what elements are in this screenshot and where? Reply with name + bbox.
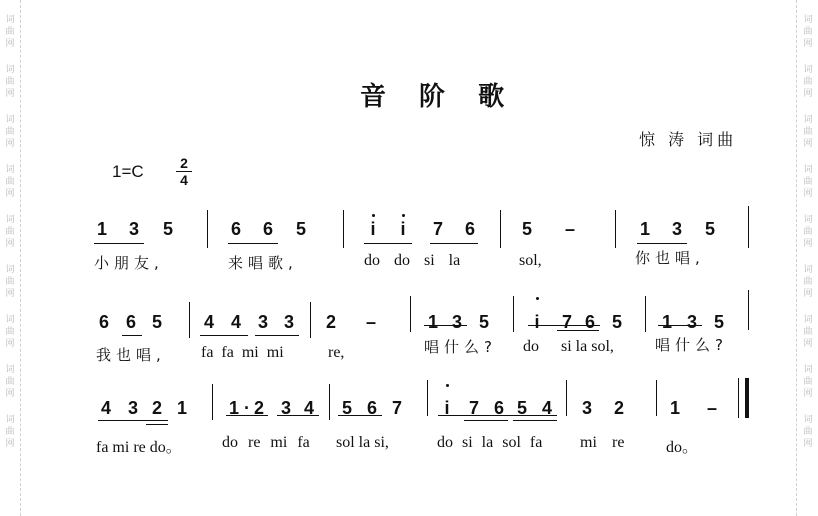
underline-beam bbox=[557, 330, 599, 331]
watermark-char: 词 bbox=[803, 65, 813, 75]
final-bar-thick bbox=[745, 378, 749, 418]
underline-beam bbox=[658, 325, 702, 326]
watermark-char: 网 bbox=[803, 339, 813, 349]
high-octave-dot bbox=[372, 214, 375, 217]
note: 4 bbox=[100, 398, 112, 418]
note: 7 bbox=[468, 398, 480, 418]
watermark-char: 网 bbox=[5, 289, 15, 299]
watermark-char: 曲 bbox=[5, 27, 15, 37]
note: 3 bbox=[127, 398, 139, 418]
underline-beam bbox=[146, 424, 168, 425]
bar-line bbox=[513, 296, 514, 332]
watermark-char: 网 bbox=[5, 339, 15, 349]
watermark-char: 曲 bbox=[803, 177, 813, 187]
watermark-char: 词 bbox=[803, 165, 813, 175]
watermark-char: 曲 bbox=[803, 377, 813, 387]
final-bar-thin bbox=[738, 378, 739, 418]
note: 3 bbox=[581, 398, 593, 418]
watermark-group bbox=[5, 114, 14, 150]
note: 3 bbox=[671, 219, 683, 239]
note: 7 bbox=[391, 398, 403, 418]
bar-line bbox=[343, 210, 344, 248]
watermark-char: 网 bbox=[803, 89, 813, 99]
watermark-char: 网 bbox=[803, 139, 813, 149]
watermark-char: 网 bbox=[803, 239, 813, 249]
note: 4 bbox=[541, 398, 553, 418]
lyric: re, bbox=[328, 344, 345, 361]
watermark-char: 曲 bbox=[5, 427, 15, 437]
underline-beam bbox=[228, 243, 278, 244]
watermark-char: 词 bbox=[803, 115, 813, 125]
watermark-group bbox=[5, 264, 14, 300]
watermark-char: 曲 bbox=[803, 77, 813, 87]
bar-line bbox=[656, 380, 657, 416]
note: 5 bbox=[516, 398, 528, 418]
watermark-group bbox=[803, 364, 812, 400]
note: 6 bbox=[125, 312, 137, 332]
lyric: 唱什么? bbox=[655, 336, 728, 354]
note: 1 bbox=[96, 219, 108, 239]
note: 2 bbox=[151, 398, 163, 418]
note: 1 bbox=[228, 398, 240, 418]
lyric: mi bbox=[580, 434, 597, 451]
high-octave-dot bbox=[402, 214, 405, 217]
lyric: 小朋友, bbox=[94, 254, 164, 272]
note: 7 bbox=[432, 219, 444, 239]
note: 1 bbox=[669, 398, 681, 418]
lyric: do。 bbox=[666, 439, 699, 456]
underline-beam bbox=[513, 420, 557, 421]
note: – bbox=[365, 312, 377, 332]
watermark-char: 曲 bbox=[803, 27, 813, 37]
watermark-group bbox=[5, 414, 14, 450]
watermark-char: 曲 bbox=[803, 227, 813, 237]
underline-beam bbox=[464, 420, 508, 421]
watermark-char: 曲 bbox=[803, 427, 813, 437]
watermark-group bbox=[803, 264, 812, 300]
underline-beam bbox=[430, 243, 478, 244]
lyric: fa fa mi mi bbox=[201, 344, 284, 361]
watermark-group bbox=[803, 14, 812, 50]
underline-beam bbox=[226, 415, 268, 416]
watermark-char: 网 bbox=[5, 89, 15, 99]
lyric: do re mi fa bbox=[222, 434, 310, 451]
underline-beam bbox=[364, 243, 412, 244]
watermark-column-left bbox=[2, 0, 18, 516]
note: 3 bbox=[280, 398, 292, 418]
time-signature-top: 2 bbox=[180, 155, 188, 171]
watermark-char: 网 bbox=[803, 389, 813, 399]
bar-line bbox=[566, 380, 567, 416]
watermark-char: 网 bbox=[803, 289, 813, 299]
underline-beam bbox=[122, 335, 142, 336]
watermark-group bbox=[5, 14, 14, 50]
bar-line bbox=[748, 206, 749, 248]
underline-beam bbox=[424, 325, 467, 326]
note: · bbox=[244, 398, 250, 418]
lyric: 你也唱, bbox=[635, 249, 705, 267]
watermark-group bbox=[803, 114, 812, 150]
underline-beam bbox=[277, 415, 319, 416]
watermark-char: 网 bbox=[5, 439, 15, 449]
song-title: 音 阶 歌 bbox=[360, 82, 517, 112]
watermark-char: 词 bbox=[5, 415, 15, 425]
watermark-group bbox=[5, 164, 14, 200]
left-margin-line bbox=[20, 0, 21, 516]
watermark-char: 网 bbox=[5, 389, 15, 399]
lyric: do si la sol fa bbox=[437, 434, 543, 451]
note: 6 bbox=[493, 398, 505, 418]
watermark-char: 曲 bbox=[5, 327, 15, 337]
lyric: do bbox=[523, 338, 539, 355]
right-margin-line bbox=[796, 0, 797, 516]
watermark-char: 词 bbox=[5, 215, 15, 225]
watermark-char: 词 bbox=[803, 265, 813, 275]
bar-line bbox=[310, 302, 311, 338]
underline-beam bbox=[255, 335, 299, 336]
note: 5 bbox=[162, 219, 174, 239]
watermark-char: 曲 bbox=[5, 277, 15, 287]
watermark-char: 网 bbox=[803, 39, 813, 49]
bar-line bbox=[748, 290, 749, 330]
note: – bbox=[564, 219, 576, 239]
time-signature-bottom: 4 bbox=[180, 172, 188, 188]
note: 5 bbox=[611, 312, 623, 332]
note: 1 bbox=[427, 312, 439, 332]
watermark-char: 词 bbox=[5, 365, 15, 375]
watermark-group bbox=[5, 64, 14, 100]
note: 4 bbox=[203, 312, 215, 332]
watermark-char: 词 bbox=[803, 15, 813, 25]
bar-line bbox=[427, 380, 428, 416]
time-signature bbox=[176, 156, 192, 187]
note: 2 bbox=[613, 398, 625, 418]
note: 4 bbox=[230, 312, 242, 332]
bar-line bbox=[207, 210, 208, 248]
note: 3 bbox=[257, 312, 269, 332]
note: i bbox=[370, 219, 376, 239]
watermark-char: 曲 bbox=[803, 127, 813, 137]
watermark-char: 网 bbox=[5, 139, 15, 149]
bar-line bbox=[615, 210, 616, 248]
underline-beam bbox=[528, 325, 600, 326]
watermark-char: 曲 bbox=[5, 377, 15, 387]
watermark-char: 词 bbox=[803, 315, 813, 325]
high-octave-dot bbox=[446, 384, 449, 387]
note: 5 bbox=[341, 398, 353, 418]
note: 6 bbox=[366, 398, 378, 418]
bar-line bbox=[410, 296, 411, 332]
high-octave-dot bbox=[536, 297, 539, 300]
watermark-char: 网 bbox=[803, 439, 813, 449]
watermark-column-right bbox=[800, 0, 816, 516]
underline-beam bbox=[637, 243, 687, 244]
watermark-char: 词 bbox=[803, 415, 813, 425]
watermark-char: 曲 bbox=[5, 227, 15, 237]
underline-beam bbox=[200, 335, 248, 336]
watermark-char: 曲 bbox=[5, 127, 15, 137]
note: 6 bbox=[230, 219, 242, 239]
note: 3 bbox=[686, 312, 698, 332]
note: 3 bbox=[451, 312, 463, 332]
watermark-char: 词 bbox=[5, 65, 15, 75]
watermark-group bbox=[803, 214, 812, 250]
key-signature: 1=C bbox=[112, 162, 144, 181]
watermark-char: 词 bbox=[5, 115, 15, 125]
note: 6 bbox=[464, 219, 476, 239]
note: – bbox=[706, 398, 718, 418]
lyric: do do si la bbox=[364, 252, 461, 269]
bar-line bbox=[329, 384, 330, 420]
note: 4 bbox=[303, 398, 315, 418]
note: 5 bbox=[478, 312, 490, 332]
lyric: re bbox=[612, 434, 625, 451]
underline-beam bbox=[94, 243, 144, 244]
watermark-char: 词 bbox=[5, 165, 15, 175]
watermark-char: 网 bbox=[5, 239, 15, 249]
note: 5 bbox=[151, 312, 163, 332]
watermark-group bbox=[5, 314, 14, 350]
note: i bbox=[534, 312, 540, 332]
note: 3 bbox=[283, 312, 295, 332]
underline-beam bbox=[98, 420, 168, 421]
note: 5 bbox=[521, 219, 533, 239]
note: 2 bbox=[253, 398, 265, 418]
note: 6 bbox=[98, 312, 110, 332]
watermark-char: 词 bbox=[803, 365, 813, 375]
bar-line bbox=[189, 302, 190, 338]
watermark-char: 网 bbox=[5, 39, 15, 49]
underline-beam bbox=[338, 415, 382, 416]
note: 5 bbox=[713, 312, 725, 332]
note: 1 bbox=[639, 219, 651, 239]
note: 3 bbox=[128, 219, 140, 239]
note: 5 bbox=[295, 219, 307, 239]
watermark-char: 词 bbox=[5, 265, 15, 275]
watermark-char: 曲 bbox=[5, 77, 15, 87]
lyric: 来唱歌, bbox=[228, 254, 298, 272]
watermark-char: 网 bbox=[5, 189, 15, 199]
watermark-char: 曲 bbox=[803, 327, 813, 337]
watermark-char: 词 bbox=[803, 215, 813, 225]
watermark-char: 词 bbox=[5, 315, 15, 325]
lyric: 我也唱, bbox=[96, 346, 166, 364]
watermark-group bbox=[5, 364, 14, 400]
bar-line bbox=[500, 210, 501, 248]
watermark-char: 曲 bbox=[803, 277, 813, 287]
bar-line bbox=[645, 296, 646, 332]
watermark-group bbox=[803, 314, 812, 350]
note: 2 bbox=[325, 312, 337, 332]
note: 5 bbox=[704, 219, 716, 239]
underline-beam bbox=[438, 415, 557, 416]
watermark-char: 词 bbox=[5, 15, 15, 25]
watermark-group bbox=[803, 414, 812, 450]
lyric: 唱什么? bbox=[424, 338, 497, 356]
watermark-char: 网 bbox=[803, 189, 813, 199]
watermark-group bbox=[803, 164, 812, 200]
note: 7 bbox=[561, 312, 573, 332]
watermark-char: 曲 bbox=[5, 177, 15, 187]
watermark-group bbox=[803, 64, 812, 100]
note: i bbox=[400, 219, 406, 239]
lyric: sol, bbox=[519, 252, 542, 269]
lyric: si la sol, bbox=[561, 338, 614, 355]
bar-line bbox=[212, 384, 213, 420]
note: 1 bbox=[176, 398, 188, 418]
note: 6 bbox=[262, 219, 274, 239]
lyric: sol la si, bbox=[336, 434, 389, 451]
note: 1 bbox=[661, 312, 673, 332]
watermark-group bbox=[5, 214, 14, 250]
lyric: fa mi re do。 bbox=[96, 439, 182, 456]
note: 6 bbox=[584, 312, 596, 332]
note: i bbox=[444, 398, 450, 418]
composer-credit: 惊 涛 词曲 bbox=[639, 130, 738, 149]
